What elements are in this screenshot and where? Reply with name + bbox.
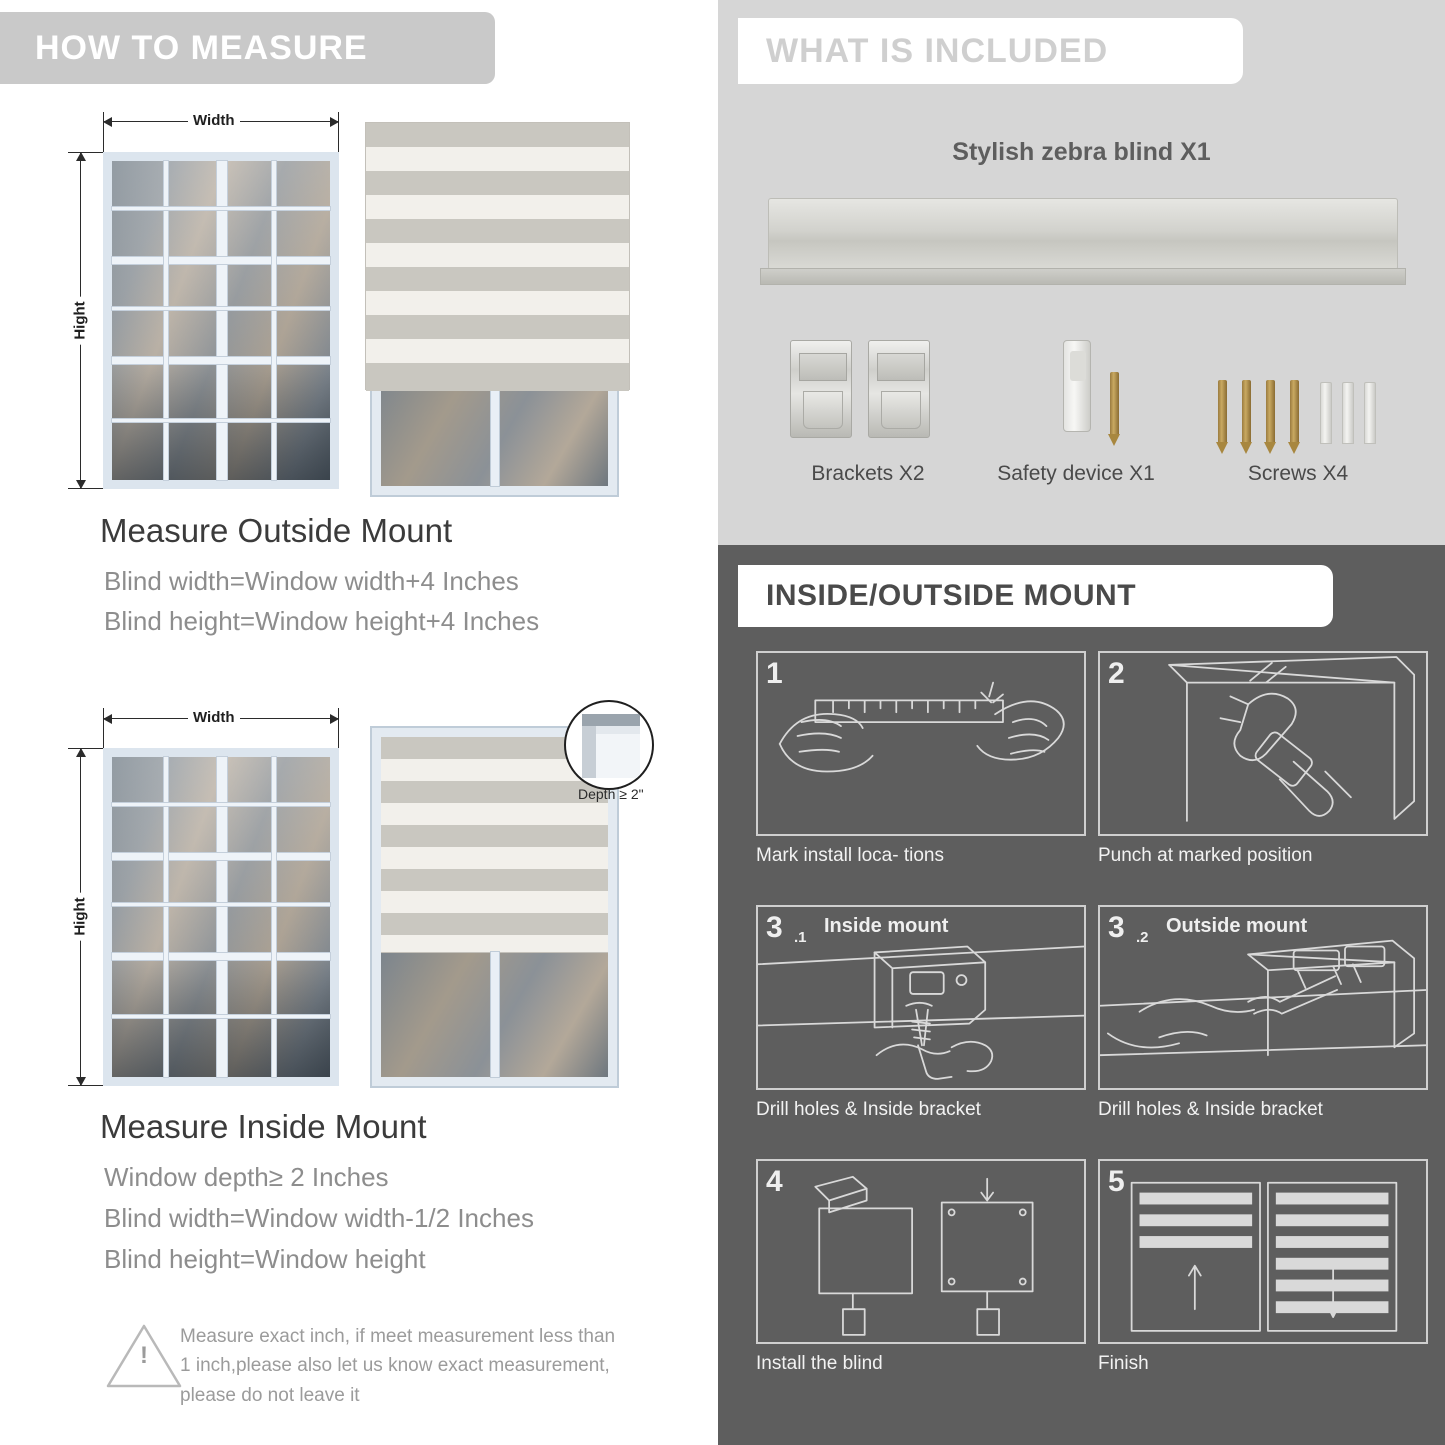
- screw-part: [1266, 380, 1275, 444]
- bracket-part-2: [868, 340, 930, 438]
- step-3-1-title: Inside mount: [824, 915, 949, 937]
- step-3-2-sketch: [1100, 907, 1426, 1090]
- bracket-label: Brackets X2: [811, 462, 925, 485]
- window-mullion: [112, 803, 330, 806]
- window-mullion: [491, 952, 499, 1077]
- inside-mount-title: Measure Inside Mount: [100, 1108, 427, 1145]
- arrow-right-icon: [330, 117, 339, 127]
- step-4-number: 4: [766, 1165, 783, 1198]
- safety-screw-part: [1110, 372, 1119, 436]
- arrow-left-icon: [103, 714, 112, 724]
- step-5: [1098, 1159, 1428, 1344]
- step-2-number: 2: [1108, 657, 1125, 690]
- window-mullion: [112, 307, 330, 310]
- what-is-included-header: [738, 18, 1243, 84]
- screw-part: [1290, 380, 1299, 444]
- step-4-sketch: [758, 1161, 1084, 1344]
- step-3-1-sketch: [758, 907, 1084, 1090]
- inside-mount-line-1: Window depth≥ 2 Inches: [104, 1162, 389, 1192]
- safety-device-part: [1063, 340, 1091, 432]
- depth-label: Depth ≥ 2": [578, 786, 644, 802]
- what-is-included-title: WHAT IS INCLUDED: [766, 31, 1109, 70]
- step-3-2-number: 3: [1108, 911, 1125, 944]
- depth-detail-part: [582, 714, 640, 726]
- how-to-measure-header: [0, 12, 495, 84]
- how-to-measure-title: HOW TO MEASURE: [35, 28, 368, 67]
- step-3-2-caption: Drill holes & Inside bracket: [1098, 1099, 1323, 1120]
- window-mullion: [112, 903, 330, 906]
- step-3-1-caption: Drill holes & Inside bracket: [756, 1099, 981, 1120]
- zebra-blind-headrail: [760, 268, 1406, 285]
- window-illustration: [103, 152, 339, 489]
- arrow-up-icon: [76, 152, 86, 161]
- step-5-number: 5: [1108, 1165, 1125, 1198]
- product-label: Stylish zebra blind X1: [952, 138, 1211, 166]
- step-2-sketch: [1100, 653, 1426, 836]
- window-mullion: [112, 853, 330, 860]
- what-is-included-panel: [718, 0, 1445, 545]
- step-4: [756, 1159, 1086, 1344]
- step-3-2: [1098, 905, 1428, 1090]
- warning-exclamation: !: [140, 1342, 148, 1369]
- depth-detail-part: [596, 726, 640, 734]
- inside-mount-line-2: Blind width=Window width-1/2 Inches: [104, 1203, 534, 1233]
- depth-detail-part: [596, 734, 640, 778]
- arrow-left-icon: [103, 117, 112, 127]
- inside-height-label: Hight: [72, 892, 89, 940]
- inside-outside-mount-panel: [718, 545, 1445, 1445]
- window-mullion: [112, 419, 330, 422]
- warning-icon: [104, 1320, 184, 1390]
- arrow-up-icon: [76, 748, 86, 757]
- screw-part: [1242, 380, 1251, 444]
- window-mullion: [112, 1015, 330, 1018]
- bracket-part-1: [790, 340, 852, 438]
- wall-anchor-part: [1342, 382, 1354, 444]
- window-mullion: [112, 257, 330, 264]
- step-1: [756, 651, 1086, 836]
- step-3-2-sub: .2: [1136, 929, 1149, 946]
- zebra-blind-product: [768, 198, 1398, 270]
- step-1-caption: Mark install loca- tions: [756, 845, 944, 866]
- arrow-right-icon: [330, 714, 339, 724]
- depth-detail-part: [582, 726, 596, 778]
- step-2-caption: Punch at marked position: [1098, 845, 1313, 866]
- step-2: [1098, 651, 1428, 836]
- depth-callout-circle: [564, 700, 654, 790]
- window-mullion: [112, 357, 330, 364]
- window-mullion: [112, 207, 330, 210]
- screw-part: [1218, 380, 1227, 444]
- inside-blind-frame: [372, 728, 617, 1086]
- warning-text: Measure exact inch, if meet measurement less than 1 inch,please also let us know exact measurement, please do not leave it: [180, 1326, 616, 1406]
- step-1-number: 1: [766, 657, 783, 690]
- arrow-down-icon: [76, 1077, 86, 1086]
- window-mullion: [112, 953, 330, 960]
- outside-mount-line-2: Blind height=Window height+4 Inches: [104, 606, 540, 636]
- arrow-down-icon: [76, 480, 86, 489]
- wall-anchor-part: [1364, 382, 1376, 444]
- dim-tick: [68, 488, 108, 489]
- dim-tick: [68, 152, 108, 153]
- outside-mount-title: Measure Outside Mount: [100, 512, 453, 549]
- step-5-caption: Finish: [1098, 1353, 1149, 1374]
- step-1-sketch: [758, 653, 1084, 836]
- outside-mount-line-1: Blind width=Window width+4 Inches: [104, 566, 519, 596]
- window-illustration: [103, 748, 339, 1086]
- how-to-measure-panel: [0, 0, 710, 1445]
- dim-tick: [68, 748, 108, 749]
- step-3-2-title: Outside mount: [1166, 915, 1308, 937]
- outside-height-label: Hight: [72, 296, 89, 344]
- safety-device-label: Safety device X1: [997, 462, 1155, 485]
- outside-width-label: Width: [188, 112, 240, 129]
- step-3-1: [756, 905, 1086, 1090]
- mount-title: INSIDE/OUTSIDE MOUNT: [766, 579, 1137, 612]
- step-3-1-number: 3: [766, 911, 783, 944]
- step-5-sketch: [1100, 1161, 1426, 1344]
- inside-width-label: Width: [188, 709, 240, 726]
- dim-tick: [68, 1085, 108, 1086]
- step-4-caption: Install the blind: [756, 1353, 883, 1374]
- zebra-blind-illustration: [365, 122, 630, 390]
- step-3-1-sub: .1: [794, 929, 807, 946]
- wall-anchor-part: [1320, 382, 1332, 444]
- screws-label: Screws X4: [1247, 462, 1349, 485]
- inside-mount-line-3: Blind height=Window height: [104, 1244, 426, 1274]
- mount-header: [738, 565, 1333, 627]
